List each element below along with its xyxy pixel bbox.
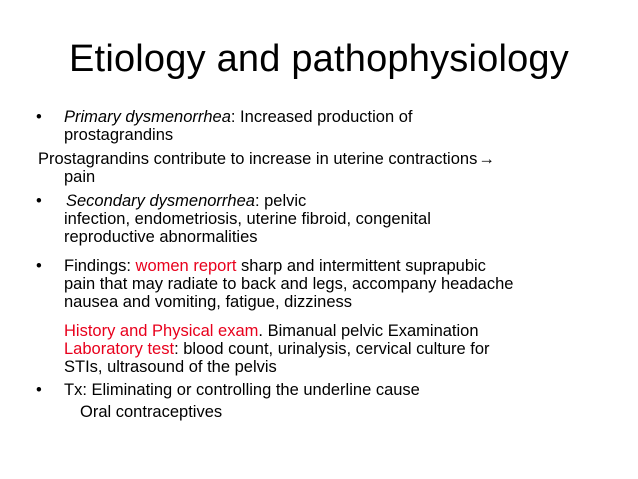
italic-term: Primary dysmenorrhea: [64, 108, 231, 126]
body-text-line: [64, 108, 413, 126]
body-text-line: [64, 340, 490, 358]
body-text-line: [64, 168, 95, 186]
body-text: nausea and vomiting, fatigue, dizziness: [64, 293, 353, 311]
body-text-line: [80, 403, 222, 421]
body-text-line: [64, 275, 513, 293]
body-text: prostagrandins: [64, 126, 174, 144]
body-text-line: [64, 293, 352, 311]
body-text: infection, endometriosis, uterine fibroid, congenital: [64, 210, 431, 228]
body-text-line: [64, 228, 258, 246]
body-text: reproductive abnormalities: [64, 228, 258, 246]
body-text: Prostagrandins contribute to increase in uterine contractions: [38, 150, 478, 168]
body-text: : pelvic: [254, 192, 307, 210]
body-text-line: [64, 381, 420, 399]
body-text: pain that may radiate to back and legs, accompany headache: [64, 275, 514, 293]
body-text: STIs, ultrasound of the pelvis: [64, 358, 277, 376]
body-text: Tx: Eliminating or controlling the underline cause: [64, 381, 420, 399]
bullet-marker: •: [36, 257, 42, 275]
body-text-line: [64, 126, 173, 144]
body-text: pain: [64, 168, 96, 186]
body-text-line: [64, 322, 479, 340]
body-text-line: [38, 150, 495, 168]
bullet-marker: •: [36, 108, 42, 126]
body-text: . Bimanual pelvic Examination: [258, 322, 479, 340]
body-text-line: [66, 192, 306, 210]
highlight-text: History and Physical exam: [64, 322, 259, 340]
highlight-text: Laboratory test: [64, 340, 175, 358]
italic-term: Secondary dysmenorrhea: [66, 192, 255, 210]
slide-title: Etiology and pathophysiology: [69, 38, 569, 80]
body-text: : blood count, urinalysis, cervical culture for: [174, 340, 490, 358]
bullet-marker: •: [36, 192, 42, 210]
highlight-text: women report: [135, 257, 237, 275]
body-text-line: [64, 257, 486, 275]
body-text: Findings:: [64, 257, 136, 275]
arrow-right-icon: →: [478, 150, 495, 168]
body-text-line: [64, 358, 277, 376]
body-text: Oral contraceptives: [80, 403, 223, 421]
bullet-marker: •: [36, 381, 42, 399]
body-text-line: [64, 210, 431, 228]
body-text: : Increased production of: [230, 108, 413, 126]
body-text: sharp and intermittent suprapubic: [236, 257, 486, 275]
